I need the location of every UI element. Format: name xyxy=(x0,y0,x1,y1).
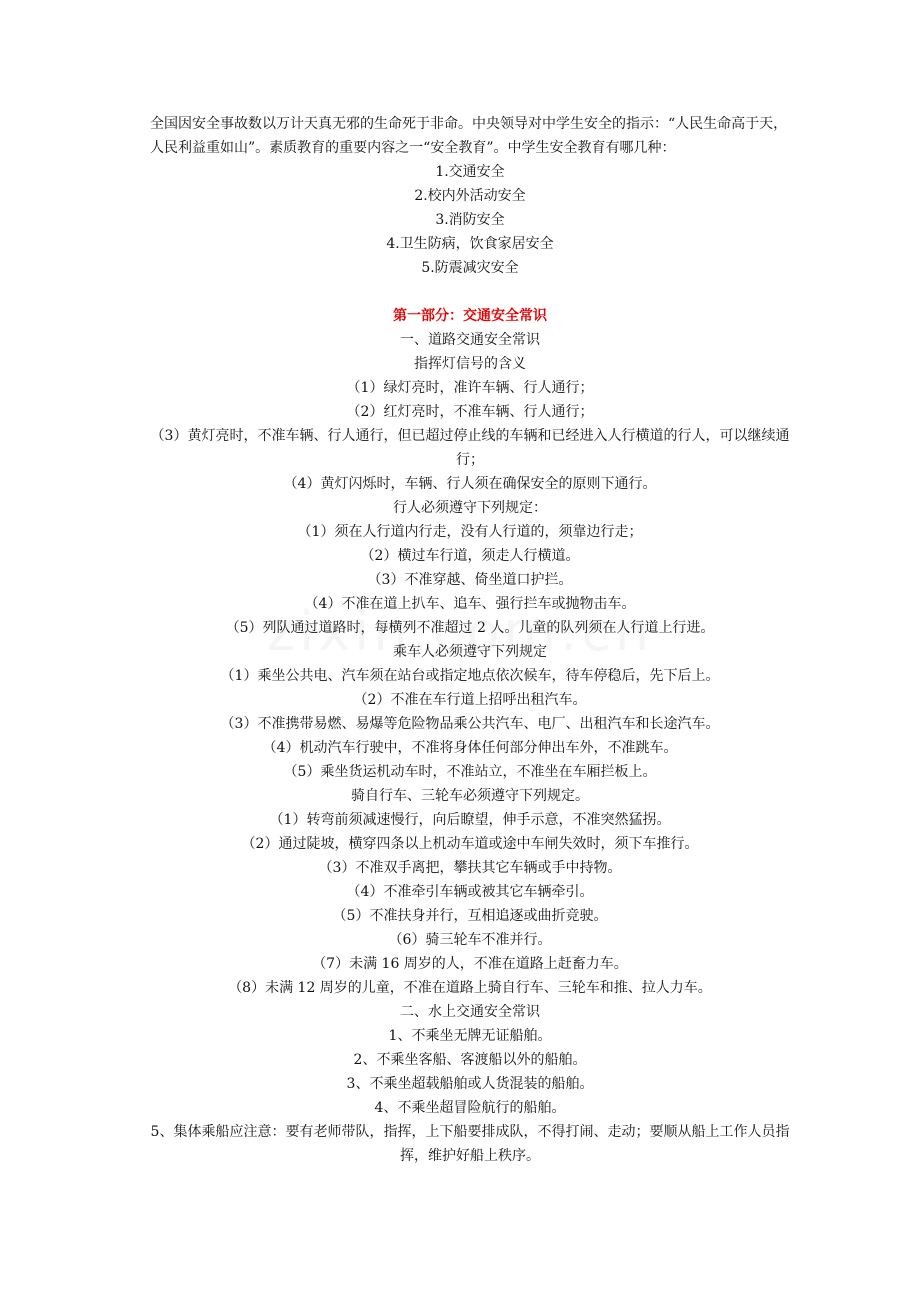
list-item: 4.卫生防病，饮食家居安全 xyxy=(386,236,554,252)
list-item: 2.校内外活动安全 xyxy=(414,188,526,204)
list-item: 1.交通安全 xyxy=(435,164,505,180)
rule-item: （4）机动汽车行驶中，不准将身体任何部分伸出车外，不准跳车。 xyxy=(262,740,678,756)
rule-item: （1）绿灯亮时，准许车辆、行人通行； xyxy=(346,380,594,396)
traffic-safety-body xyxy=(150,328,790,1168)
rule-item: 4、不乘坐超冒险航行的船舶。 xyxy=(374,1100,566,1116)
rule-item: （4）黄灯闪烁时，车辆、行人须在确保安全的原则下通行。 xyxy=(283,476,657,492)
list-item: 3.消防安全 xyxy=(435,212,505,228)
intro-paragraph: 全国因安全事故数以万计天真无邪的生命死于非命。中央领导对中学生安全的指示：“人民生命高于天，人民利益重如山”。素质教育的重要内容之一“安全教育”。中学生安全教育有哪几种： xyxy=(150,116,788,156)
subsection-heading: 骑自行车、三轮车必须遵守下列规定。 xyxy=(351,788,589,804)
rule-item: （1）乘坐公共电、汽车须在站台或指定地点依次候车，待车停稳后，先下后上。 xyxy=(220,668,720,684)
subsection-heading: 指挥灯信号的含义 xyxy=(414,356,526,372)
rule-item: 5、集体乘船应注意：要有老师带队，指挥，上下船要排成队，不得打闹、走动；要顺从船上工作人员指挥，维护好船上秩序。 xyxy=(150,1124,790,1164)
rule-item: （8）未满 12 周岁的儿童，不准在道路上骑自行车、三轮车和推、拉人力车。 xyxy=(228,980,712,996)
rule-item: （3）不准穿越、倚坐道口护拦。 xyxy=(367,572,573,588)
rule-item: （3）黄灯亮时，不准车辆、行人通行，但已超过停止线的车辆和已经进入人行横道的行人，可以继续通行； xyxy=(150,428,790,468)
spacer xyxy=(150,280,790,304)
rule-item: （5）乘坐货运机动车时，不准站立，不准坐在车厢拦板上。 xyxy=(283,764,657,780)
rule-item: （3）不准双手离把，攀扶其它车辆或手中持物。 xyxy=(318,860,622,876)
section-title: 第一部分：交通安全常识 xyxy=(393,308,547,324)
rule-item: 1、不乘坐无牌无证船舶。 xyxy=(388,1028,552,1044)
safety-types-list xyxy=(150,160,790,280)
subsection-heading: 一、道路交通安全常识 xyxy=(400,332,540,348)
rule-item: 2、不乘坐客船、客渡船以外的船舶。 xyxy=(353,1052,587,1068)
rule-item: （2）红灯亮时，不准车辆、行人通行； xyxy=(346,404,594,420)
subsection-heading: 二、水上交通安全常识 xyxy=(400,1004,540,1020)
rule-item: （1）转弯前须减速慢行，向后瞭望，伸手示意，不准突然猛拐。 xyxy=(269,812,671,828)
rule-item: （3）不准携带易燃、易爆等危险物品乘公共汽车、电厂、出租汽车和长途汽车。 xyxy=(220,716,720,732)
rule-item: （2）横过车行道，须走人行横道。 xyxy=(360,548,580,564)
rule-item: （6）骑三轮车不准并行。 xyxy=(388,932,552,948)
list-item: 5.防震减灾安全 xyxy=(421,260,519,276)
rule-item: （4）不准在道上扒车、追车、强行拦车或抛物击车。 xyxy=(304,596,636,612)
rule-item: （2）不准在车行道上招呼出租汽车。 xyxy=(353,692,587,708)
subsection-heading: 行人必须遵守下列规定： xyxy=(393,500,547,516)
rule-item: 3、不乘坐超载船舶或人货混装的船舶。 xyxy=(346,1076,594,1092)
rule-item: （2）通过陡坡，横穿四条以上机动车道或途中车闸失效时，须下车推行。 xyxy=(241,836,699,852)
subsection-heading: 乘车人必须遵守下列规定 xyxy=(393,644,547,660)
rule-item: （4）不准牵引车辆或被其它车辆牵引。 xyxy=(346,884,594,900)
document-content xyxy=(150,112,790,1168)
rule-item: （1）须在人行道内行走，没有人行道的，须靠边行走； xyxy=(297,524,643,540)
rule-item: （5）列队通过道路时，每横列不准超过 2 人。儿童的队列须在人行道上行进。 xyxy=(225,620,715,636)
rule-item: （7）未满 16 周岁的人，不准在道路上赶畜力车。 xyxy=(312,956,628,972)
rule-item: （5）不准扶身并行，互相追逐或曲折竞驶。 xyxy=(332,908,608,924)
